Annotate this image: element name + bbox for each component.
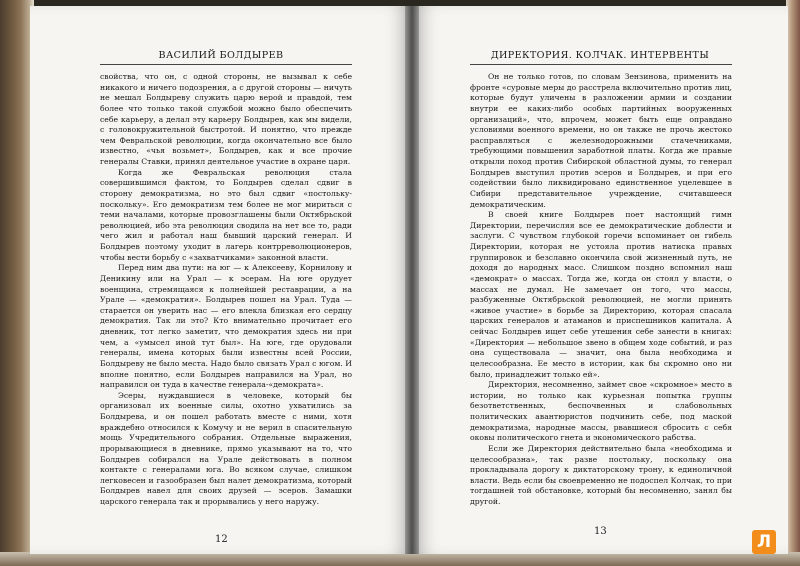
- paragraph: свойства, что он, с одной стороны, не вызывал к себе никакого и ничего подозрения, а с другой стороны — ничуть не мешал Болдыреву служить царю верой и правдой, тем более что только такой службой можно было обеспечить себе карьеру, а делал эту карьеру Болдырев, как мы видели, с головокружительной быстротой. И понятно, что прежде чем Февральской революции, когда окончательно все было известно, «чья возьмет», Болдырев, как и все прочие генералы Ставки, принял деятельное участие в охране царя.: [100, 72, 352, 166]
- running-head-left: ВАСИЛИЙ БОЛДЫРЕВ: [158, 50, 284, 61]
- left-page: [30, 6, 412, 554]
- paragraph: Перед ним два пути: на юг — к Алексееву, Корнилову и Деникину или на Урал — к эсерам. На юге орудует военщина, стремящаяся к полнейшей реставрации, а на Урале — «демократия». Болдырев пошел на Урал. Туда — старается он уверить нас — его влекла близкая его сердцу демократия. Так ли это? Кто внимательно прочитает его дневник, тот легко заметит, что демократия здесь ни при чем, а «умысел иной тут был». На юге, где орудовали генералы, имена которых были известны всей России, Болдыреву не было места. Надо было связать Урал с югом. И вполне понятно, если Болдырев направился на Урал, но направился он туда в качестве генерала-«демократа».: [100, 263, 352, 390]
- paragraph: Директория, несомненно, займет свое «скромное» место в истории, но только как курьезная попытка группы безответственных, беспочвенных и слабовольных политических авантюристов подчинить себе, под маской демократизма, народные массы, рвавшиеся сбросить с себя оковы политического гнета и экономического рабства.: [470, 380, 732, 443]
- left-page-text: [100, 72, 352, 508]
- header-rule-left: [100, 64, 352, 65]
- paragraph: Если же Директория действительно была «необходима и целесообразна», так разве постольку, поскольку она прокладывала дорогу к диктаторскому трону, к единоличной власти. Ведь если бы своевременно не подоспел Колчак, то при тогдашней той обстановке, который бы несомненно, занял бы другой.: [470, 443, 732, 506]
- cover-right-edge: [786, 0, 800, 566]
- publisher-logo-icon: Л: [752, 530, 776, 554]
- page-number-left: 12: [215, 534, 228, 545]
- running-head-right: ДИРЕКТОРИЯ. КОЛЧАК. ИНТЕРВЕНТЫ: [490, 50, 710, 61]
- paragraph: Эсеры, нуждавшиеся в человеке, который бы организовал их военные силы, охотно ухватились за Болдырева, и он пошел работать вместе с ними, хотя враждебно относился к Комучу и не верил в спасительную мощь Учредительного собрания. Отдельные выражения, прорывающиеся в дневнике, прямо указывают на то, что Болдырев собирался на Урале действовать в полном контакте с генералами юга. Во всяком случае, слишком легковесен и газообразен был налет демократизма, который Болдырев навел для своих друзей — эсеров. Замашки царского генерала так и прорывались у него наружу.: [100, 390, 352, 506]
- cover-left-edge: [0, 0, 34, 566]
- page-number-right: 13: [594, 526, 607, 537]
- right-page: [412, 6, 788, 554]
- book-gutter: [405, 6, 419, 554]
- paragraph: Когда же Февральская революция стала совершившимся фактом, то Болдырев сделал сдвиг в сторону демократизма, но это был сдвиг «постольку-поскольку». Его демократизм тем более не мог мириться с теми началами, которые провозглашены были Октябрьской революцией, ибо эта революция сводила на нет все то, ради чего жил и работал наш бывший царский генерал. И Болдырев поэтому уходит в лагерь контрреволюционеров, чтобы вести борьбу с «захватчиками» законной власти.: [100, 167, 352, 262]
- paragraph: В своей книге Болдырев поет настоящий гимн Директории, перечисляя все ее демократические доблести и заслуги. С чувством глубокой горечи вспоминает он гибель Директории, которая не устояла против натиска правых группировок и безславно окончила свой жизненный путь, не доходя до народных масс. Слишком поздно вспомнил наш «демократ» о массах. Тогда же, когда он стоял у власти, о массах не думал. Не замечает он того, что массы, разбуженные Октябрьской революцией, не могли принять «живое участие» в борьбе за Директорию, которая спасала царских генералов и атаманов и приспешников капитала. А сейчас Болдырев ищет себе утешения себе занести в книгах: «Директория — небольшое звено в общем ходе событий, и раз она существовала — значит, она была необходима и целесообразна. Ее место в истории, как бы скромно оно ни было, принадлежит только ей».: [470, 210, 732, 379]
- cover-bottom-edge: [0, 552, 800, 566]
- paragraph: Он не только готов, по словам Зензинова, применить на фронте «суровые меры до расстрела включительно против лиц, которые будут уличены в разложении армии и создании внутри ее каких-либо особых партийных вооруженных организаций», что, впрочем, может быть еще оправдано условиями военного времени, но он также не прочь жестоко расправляться с железнодорожными стачечниками, требующими повышения заработной платы. Когда же правые открыли поход против Сибирской областной думы, то генерал Болдырев выступил против эсеров и Болдырев, и при его содействии было ликвидировано единственное уцелевшее в Сибири представительное учреждение, считавшееся демократическим.: [470, 72, 732, 209]
- right-page-text: [470, 72, 732, 508]
- header-rule-right: [470, 64, 732, 65]
